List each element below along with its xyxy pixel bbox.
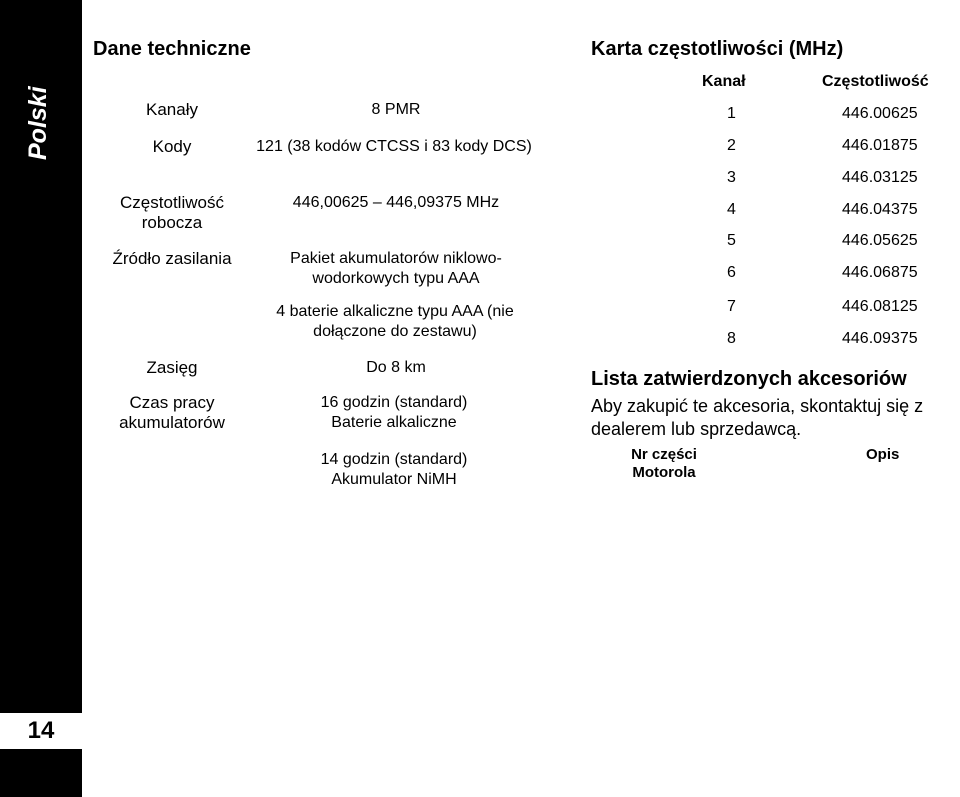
freq-row-channel: 8 <box>727 330 736 347</box>
spec-value-power-nimh: Pakiet akumulatorów niklowo-wodorkowych typu AAA <box>290 250 502 287</box>
freq-row-channel: 3 <box>727 169 736 186</box>
spec-label-channels: Kanały <box>146 100 198 119</box>
tech-data-title: Dane techniczne <box>93 38 251 60</box>
accessories-title: Lista zatwierdzonych akcesoriów <box>591 368 907 390</box>
spec-label-codes: Kody <box>152 137 192 156</box>
freq-row-value: 446.05625 <box>842 232 918 249</box>
spec-value-power-alkaline: 4 baterie alkaliczne typu AAA (nie dołączone do zestawu) <box>276 303 514 340</box>
freq-row-channel: 5 <box>727 232 736 249</box>
spec-value-battery-alkaline: 16 godzin (standard) Baterie alkaliczne <box>320 394 468 431</box>
freq-row-value: 446.04375 <box>842 201 918 218</box>
freq-row-value: 446.01875 <box>842 137 918 154</box>
column-header-frequency: Częstotliwość <box>822 73 929 90</box>
freq-row-value: 446.09375 <box>842 330 918 347</box>
spec-label-range: Zasięg <box>146 358 198 377</box>
freq-row-value: 446.00625 <box>842 105 918 122</box>
freq-row-channel: 4 <box>727 201 736 218</box>
spec-label-power: Źródło zasilania <box>112 249 232 268</box>
language-sidebar <box>0 0 82 797</box>
freq-row-channel: 2 <box>727 137 736 154</box>
frequency-chart-title: Karta częstotliwości (MHz) <box>591 38 844 60</box>
freq-row-channel: 6 <box>727 264 736 281</box>
spec-label-battery-life: Czas pracy akumulatorów <box>119 393 225 432</box>
column-header-channel: Kanał <box>702 73 746 90</box>
freq-row-value: 446.03125 <box>842 169 918 186</box>
freq-row-channel: 7 <box>727 298 736 315</box>
spec-value-frequency: 446,00625 – 446,09375 MHz <box>292 194 500 211</box>
column-header-part-number-line-1: Nr części <box>631 446 697 463</box>
accessories-text-line-1: Aby zakupić te akcesoria, skontaktuj się z <box>591 396 924 416</box>
language-label: Polski <box>24 86 52 160</box>
freq-row-value: 446.06875 <box>842 264 918 281</box>
column-header-part-number <box>616 446 712 482</box>
column-header-description: Opis <box>866 446 900 463</box>
column-header-part-number-line-2: Motorola <box>632 464 696 481</box>
spec-value-codes: 121 (38 kodów CTCSS i 83 kody DCS) <box>256 138 532 155</box>
page-number: 14 <box>0 713 82 749</box>
accessories-text-line-2: dealerem lub sprzedawcą. <box>591 419 802 439</box>
spec-value-range: Do 8 km <box>366 359 426 376</box>
freq-row-channel: 1 <box>727 105 736 122</box>
spec-label-frequency: Częstotliwość robocza <box>120 193 224 232</box>
spec-value-channels: 8 PMR <box>371 101 421 118</box>
freq-row-value: 446.08125 <box>842 298 918 315</box>
spec-value-battery-nimh: 14 godzin (standard) Akumulator NiMH <box>320 451 468 488</box>
